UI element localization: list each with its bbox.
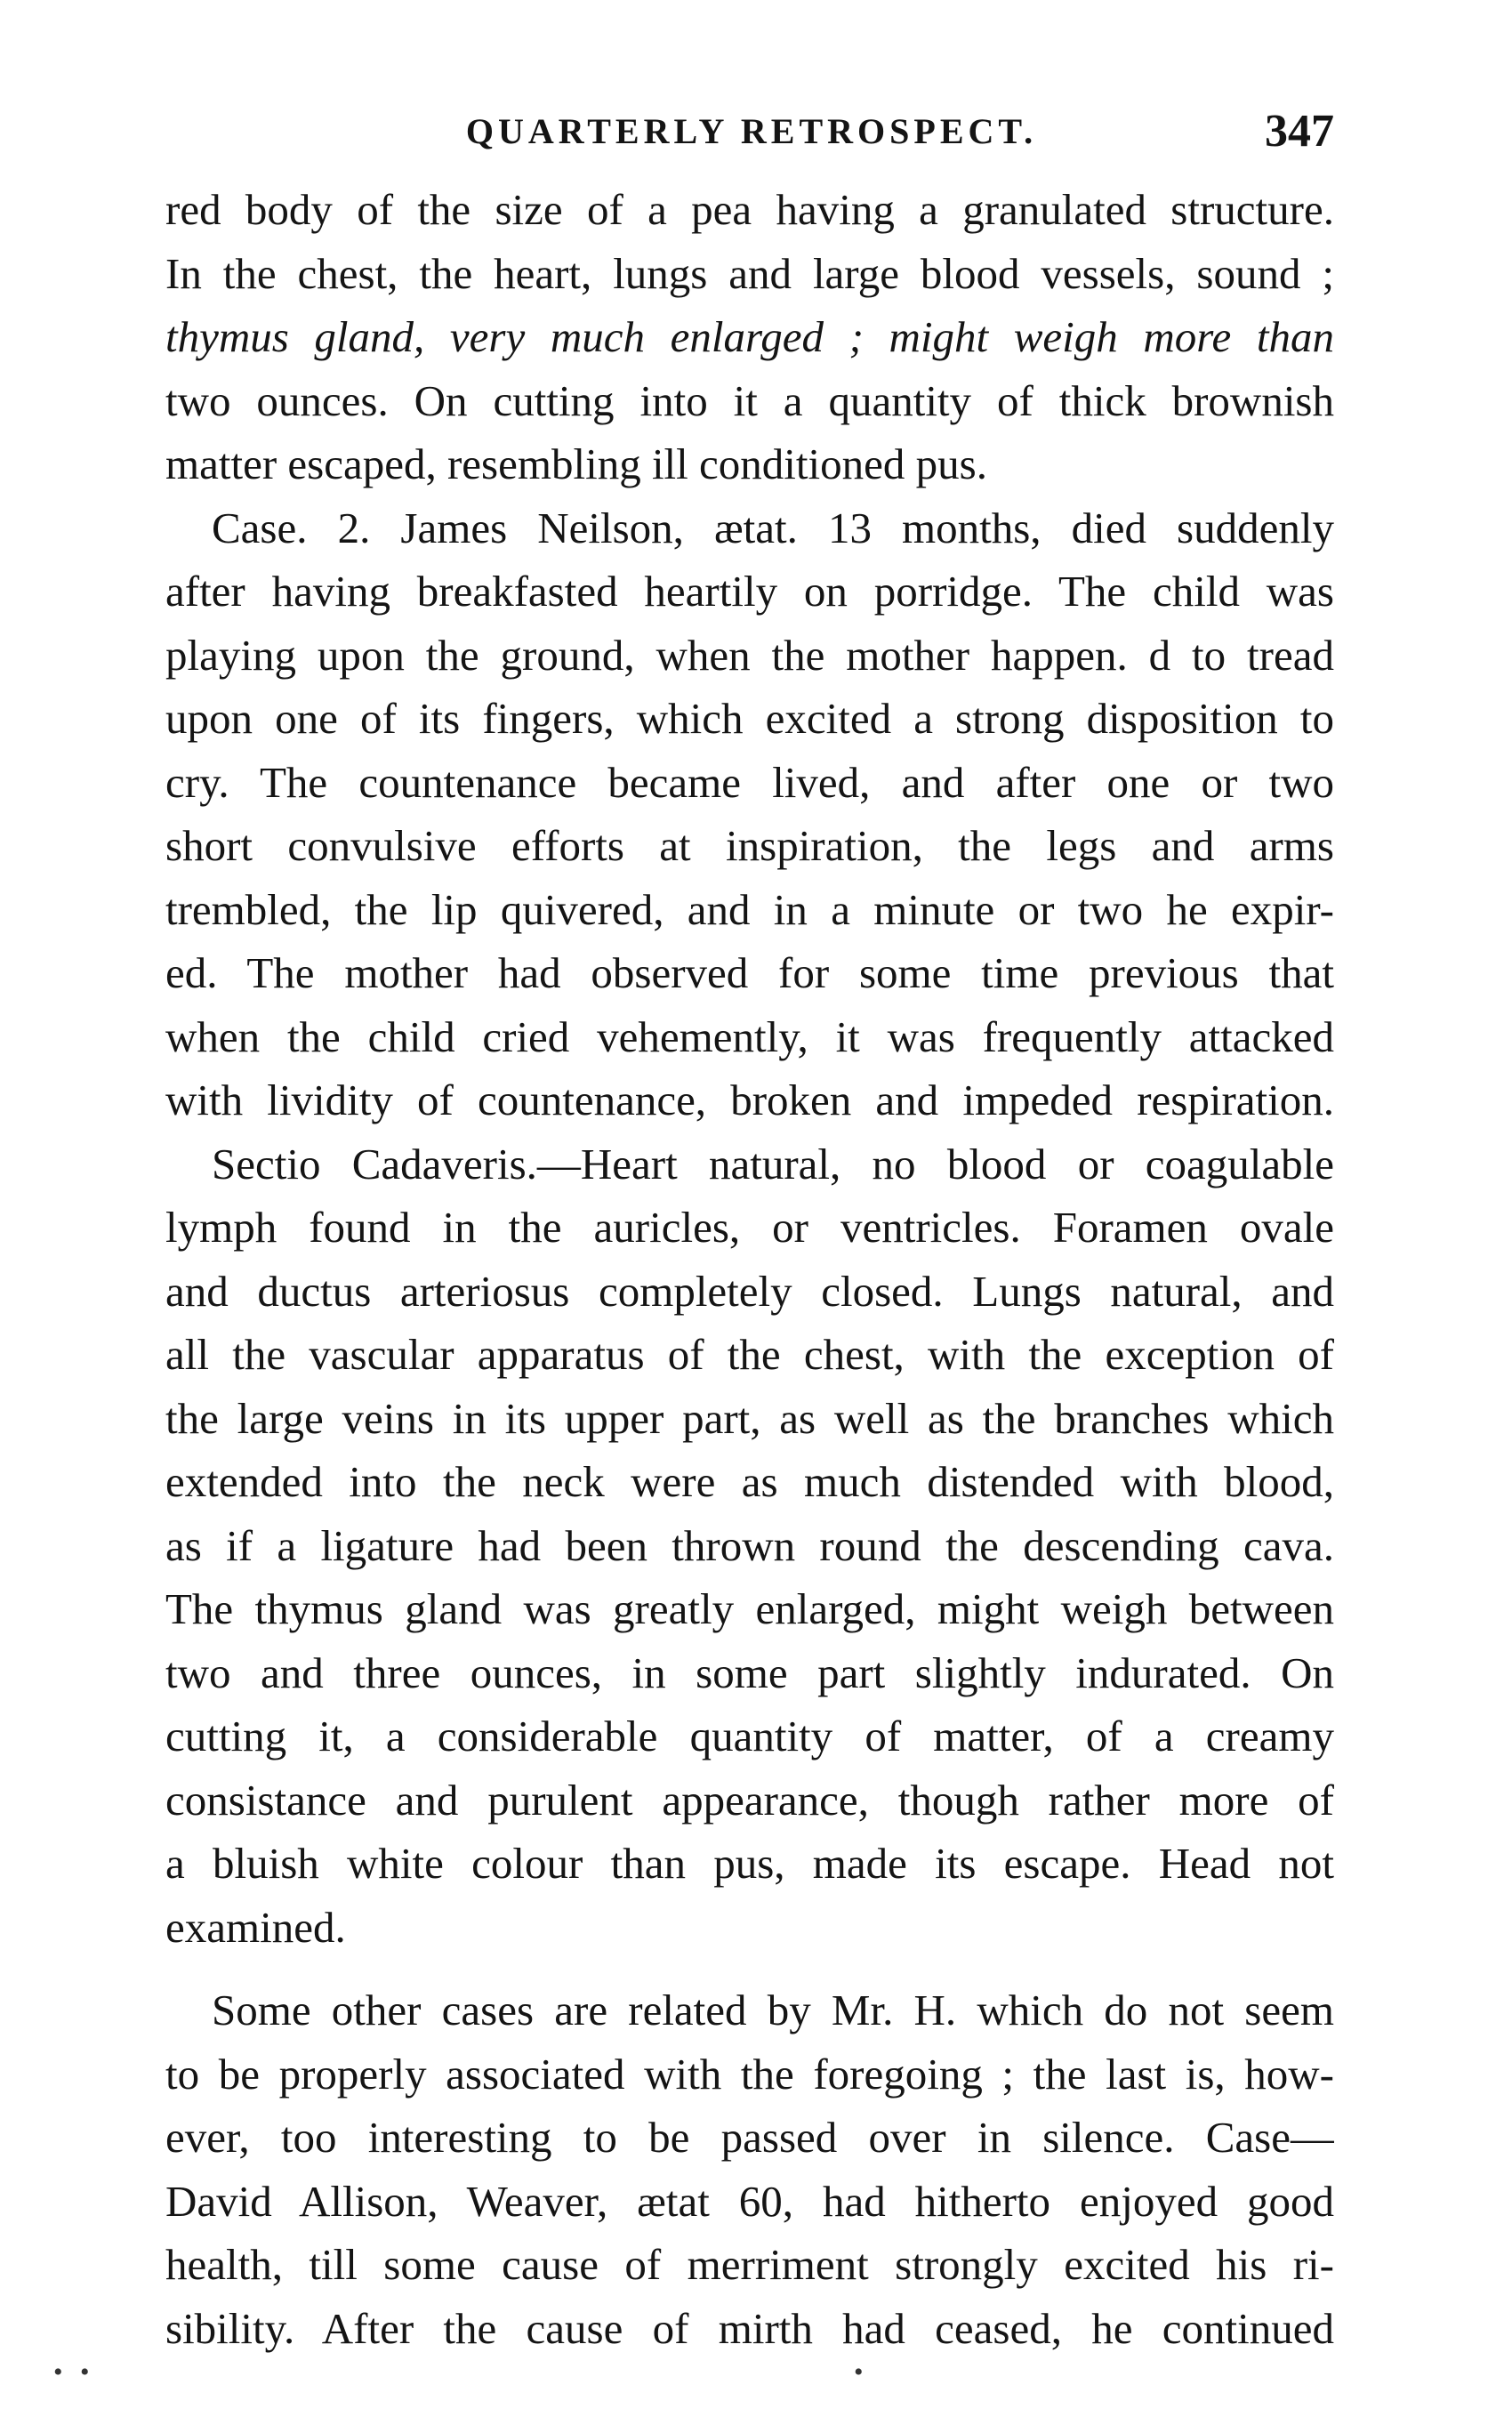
text-line: and ductus arteriosus completely closed. Lungs natural, and — [165, 1266, 1334, 1316]
text-line: as if a ligature had been thrown round the descending cava. — [165, 1520, 1334, 1570]
text-line: a bluish white colour than pus, made its escape. Head not — [165, 1839, 1334, 1888]
text-line: extended into the neck were as much distended with blood, — [165, 1457, 1334, 1506]
text-line: consistance and purulent appearance, though rather more of — [165, 1775, 1334, 1825]
sectio-cadaveris-line: Sectio Cadaveris.—Heart natural, no blood or coagulable — [212, 1139, 1334, 1188]
text-line: when the child cried vehemently, it was frequently attacked — [165, 1011, 1334, 1061]
text-line: cry. The countenance became lived, and after one or two — [165, 757, 1334, 807]
text-line: after having breakfasted heartily on porridge. The child was — [165, 567, 1334, 616]
text-line: trembled, the lip quivered, and in a minute or two he expir- — [165, 884, 1334, 934]
text-line: David Allison, Weaver, ætat 60, had hitherto enjoyed good — [165, 2176, 1334, 2226]
text-line: all the vascular apparatus of the chest, with the exception of — [165, 1330, 1334, 1379]
text-line: short convulsive efforts at inspiration, the legs and arms — [165, 821, 1334, 870]
text-line: the large veins in its upper part, as well as the branches which — [165, 1393, 1334, 1443]
text-line: lymph found in the auricles, or ventricles. Foramen ovale — [165, 1203, 1334, 1252]
text-line: ed. The mother had observed for some time previous that — [165, 948, 1334, 997]
text-line: thymus gland, very much enlarged ; might weigh more than — [165, 312, 1334, 361]
text-line: matter escaped, resembling ill conditioned pus. — [165, 439, 987, 488]
case-heading-line: Case. 2. James Neilson, ætat. 13 months, died suddenly — [212, 503, 1334, 552]
text-line: red body of the size of a pea having a granulated structure. — [165, 185, 1334, 234]
text-line: two and three ounces, in some part slightly indurated. On — [165, 1648, 1334, 1697]
text-line: upon one of its fingers, which excited a strong disposition to — [165, 694, 1334, 743]
text-line: to be properly associated with the foregoing ; the last is, how- — [165, 2049, 1334, 2099]
text-line: In the chest, the heart, lungs and large blood vessels, sound ; — [165, 248, 1334, 298]
stray-marks-left: • • — [53, 2357, 95, 2387]
text-line: playing upon the ground, when the mother happen. d to tread — [165, 630, 1334, 680]
running-title: QUARTERLY RETROSPECT. — [465, 111, 1038, 151]
text-line: examined. — [165, 1902, 346, 1952]
text-line: Some other cases are related by Mr. H. which do not seem — [212, 1986, 1334, 2034]
text-line: health, till some cause of merriment strongly excited his ri- — [165, 2240, 1334, 2289]
body-text — [165, 178, 1334, 2360]
running-head — [169, 105, 1334, 167]
stray-mark-center: • — [854, 2357, 864, 2387]
text-line: sibility. After the cause of mirth had ceased, he continued — [165, 2303, 1334, 2353]
page-marks — [0, 2357, 1512, 2393]
text-line: with lividity of countenance, broken and impeded respiration. — [165, 1076, 1334, 1124]
page-number: 347 — [1265, 106, 1334, 157]
text-line: ever, too interesting to be passed over in silence. Case— — [165, 2113, 1334, 2162]
text-line: cutting it, a considerable quantity of matter, of a creamy — [165, 1712, 1334, 1760]
text-line: two ounces. On cutting into it a quantity of thick brownish — [165, 375, 1334, 425]
text-line: The thymus gland was greatly enlarged, might weigh between — [165, 1584, 1334, 1633]
